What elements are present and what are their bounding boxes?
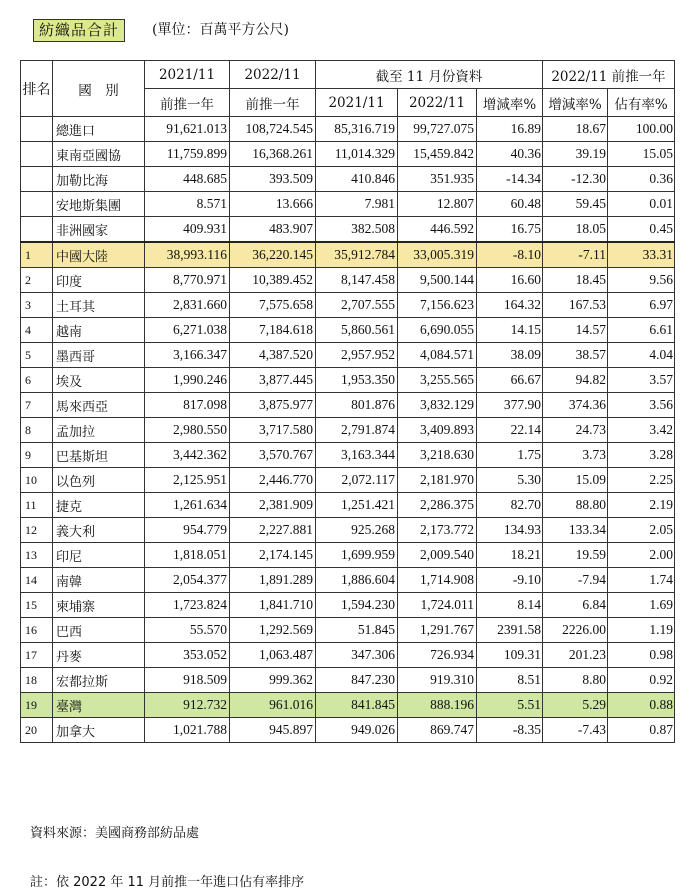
value-2022-cell: 393.509 bbox=[230, 167, 316, 192]
ytd-change-cell: 5.51 bbox=[477, 693, 543, 718]
rank-cell: 20 bbox=[21, 718, 53, 743]
trail-change-cell: 5.29 bbox=[543, 693, 608, 718]
value-2022-cell: 3,875.977 bbox=[230, 393, 316, 418]
ytd-change-cell: 22.14 bbox=[477, 418, 543, 443]
rank-cell: 7 bbox=[21, 393, 53, 418]
value-2021-cell: 353.052 bbox=[145, 643, 230, 668]
table-row bbox=[21, 217, 675, 243]
ytd-2022-cell: 2,009.540 bbox=[398, 543, 477, 568]
ytd-change-cell: 5.30 bbox=[477, 468, 543, 493]
ytd-change-cell: 2391.58 bbox=[477, 618, 543, 643]
ytd-change-cell: 16.60 bbox=[477, 268, 543, 293]
trail-change-cell: 59.45 bbox=[543, 192, 608, 217]
trail-change-cell: 167.53 bbox=[543, 293, 608, 318]
value-2022-cell: 945.897 bbox=[230, 718, 316, 743]
table-row bbox=[21, 192, 675, 217]
ytd-change-cell: -8.35 bbox=[477, 718, 543, 743]
document-title: 紡織品合計 bbox=[33, 19, 125, 42]
country-cell: 加勒比海 bbox=[53, 167, 145, 192]
table-row bbox=[21, 242, 675, 268]
ytd-2021-cell: 1,953.350 bbox=[316, 368, 398, 393]
ytd-2021-cell: 2,707.555 bbox=[316, 293, 398, 318]
ytd-2021-cell: 847.230 bbox=[316, 668, 398, 693]
header-ytd-group: 截至 11 月份資料 bbox=[316, 61, 543, 89]
value-2021-cell: 918.509 bbox=[145, 668, 230, 693]
ytd-2022-cell: 9,500.144 bbox=[398, 268, 477, 293]
ytd-2021-cell: 1,699.959 bbox=[316, 543, 398, 568]
ytd-2021-cell: 85,316.719 bbox=[316, 117, 398, 142]
ytd-2022-cell: 726.934 bbox=[398, 643, 477, 668]
table-row bbox=[21, 167, 675, 192]
ytd-change-cell: 134.93 bbox=[477, 518, 543, 543]
trail-change-cell: 2226.00 bbox=[543, 618, 608, 643]
value-2022-cell: 7,575.658 bbox=[230, 293, 316, 318]
value-2021-cell: 912.732 bbox=[145, 693, 230, 718]
value-2022-cell: 3,570.767 bbox=[230, 443, 316, 468]
table-row bbox=[21, 543, 675, 568]
header-trail-change: 增減率% bbox=[543, 89, 608, 117]
table-row bbox=[21, 718, 675, 743]
share-cell: 100.00 bbox=[608, 117, 675, 142]
trail-change-cell: 18.05 bbox=[543, 217, 608, 243]
share-cell: 1.69 bbox=[608, 593, 675, 618]
value-2022-cell: 7,184.618 bbox=[230, 318, 316, 343]
value-2021-cell: 11,759.899 bbox=[145, 142, 230, 167]
country-cell: 丹麥 bbox=[53, 643, 145, 668]
share-cell: 2.19 bbox=[608, 493, 675, 518]
value-2022-cell: 10,389.452 bbox=[230, 268, 316, 293]
header-trail-share: 佔有率% bbox=[608, 89, 675, 117]
trail-change-cell: 14.57 bbox=[543, 318, 608, 343]
ytd-2022-cell: 2,181.970 bbox=[398, 468, 477, 493]
table-row bbox=[21, 693, 675, 718]
share-cell: 0.36 bbox=[608, 167, 675, 192]
ytd-change-cell: -8.10 bbox=[477, 242, 543, 268]
ytd-2021-cell: 925.268 bbox=[316, 518, 398, 543]
ytd-2021-cell: 347.306 bbox=[316, 643, 398, 668]
share-cell: 0.98 bbox=[608, 643, 675, 668]
table-row bbox=[21, 343, 675, 368]
trail-change-cell: -7.43 bbox=[543, 718, 608, 743]
table-row bbox=[21, 518, 675, 543]
ytd-2021-cell: 3,163.344 bbox=[316, 443, 398, 468]
value-2022-cell: 1,063.487 bbox=[230, 643, 316, 668]
rank-cell: 12 bbox=[21, 518, 53, 543]
value-2021-cell: 1,261.634 bbox=[145, 493, 230, 518]
ytd-2021-cell: 382.508 bbox=[316, 217, 398, 243]
rank-cell bbox=[21, 217, 53, 243]
rank-cell: 13 bbox=[21, 543, 53, 568]
share-cell: 3.42 bbox=[608, 418, 675, 443]
value-2021-cell: 409.931 bbox=[145, 217, 230, 243]
share-cell: 0.45 bbox=[608, 217, 675, 243]
ytd-2021-cell: 35,912.784 bbox=[316, 242, 398, 268]
trail-change-cell: 3.73 bbox=[543, 443, 608, 468]
ytd-2022-cell: 33,005.319 bbox=[398, 242, 477, 268]
ytd-2022-cell: 12.807 bbox=[398, 192, 477, 217]
table-row bbox=[21, 268, 675, 293]
value-2021-cell: 817.098 bbox=[145, 393, 230, 418]
rank-cell bbox=[21, 192, 53, 217]
table-row bbox=[21, 618, 675, 643]
value-2022-cell: 108,724.545 bbox=[230, 117, 316, 142]
value-2022-cell: 16,368.261 bbox=[230, 142, 316, 167]
ytd-2021-cell: 1,251.421 bbox=[316, 493, 398, 518]
ytd-2021-cell: 8,147.458 bbox=[316, 268, 398, 293]
value-2022-cell: 1,841.710 bbox=[230, 593, 316, 618]
ytd-2022-cell: 2,286.375 bbox=[398, 493, 477, 518]
trail-change-cell: 18.45 bbox=[543, 268, 608, 293]
ytd-2022-cell: 1,724.011 bbox=[398, 593, 477, 618]
share-cell: 2.25 bbox=[608, 468, 675, 493]
value-2022-cell: 483.907 bbox=[230, 217, 316, 243]
country-cell: 墨西哥 bbox=[53, 343, 145, 368]
ytd-2021-cell: 2,791.874 bbox=[316, 418, 398, 443]
trail-change-cell: 24.73 bbox=[543, 418, 608, 443]
ytd-2021-cell: 1,886.604 bbox=[316, 568, 398, 593]
table-row bbox=[21, 668, 675, 693]
header-2021: 2021/11 bbox=[145, 61, 230, 89]
value-2022-cell: 2,227.881 bbox=[230, 518, 316, 543]
trail-change-cell: 8.80 bbox=[543, 668, 608, 693]
textile-import-table bbox=[20, 60, 675, 743]
ytd-2022-cell: 4,084.571 bbox=[398, 343, 477, 368]
rank-cell: 9 bbox=[21, 443, 53, 468]
ytd-change-cell: 14.15 bbox=[477, 318, 543, 343]
header-2021-sub: 前推一年 bbox=[145, 89, 230, 117]
country-cell: 中國大陸 bbox=[53, 242, 145, 268]
value-2022-cell: 1,891.289 bbox=[230, 568, 316, 593]
header-rank: 排名 bbox=[21, 61, 53, 117]
country-cell: 馬來西亞 bbox=[53, 393, 145, 418]
country-cell: 巴西 bbox=[53, 618, 145, 643]
rank-cell: 5 bbox=[21, 343, 53, 368]
share-cell: 0.92 bbox=[608, 668, 675, 693]
ytd-change-cell: 18.21 bbox=[477, 543, 543, 568]
trail-change-cell: 18.67 bbox=[543, 117, 608, 142]
value-2022-cell: 1,292.569 bbox=[230, 618, 316, 643]
value-2022-cell: 2,381.909 bbox=[230, 493, 316, 518]
ytd-2022-cell: 919.310 bbox=[398, 668, 477, 693]
value-2021-cell: 2,980.550 bbox=[145, 418, 230, 443]
trail-change-cell: 6.84 bbox=[543, 593, 608, 618]
trail-change-cell: 201.23 bbox=[543, 643, 608, 668]
ytd-change-cell: 109.31 bbox=[477, 643, 543, 668]
ytd-change-cell: 82.70 bbox=[477, 493, 543, 518]
trail-change-cell: -7.11 bbox=[543, 242, 608, 268]
value-2021-cell: 1,990.246 bbox=[145, 368, 230, 393]
country-cell: 東南亞國協 bbox=[53, 142, 145, 167]
header-ytd-2022: 2022/11 bbox=[398, 89, 477, 117]
ytd-2021-cell: 5,860.561 bbox=[316, 318, 398, 343]
trail-change-cell: 133.34 bbox=[543, 518, 608, 543]
trail-change-cell: 38.57 bbox=[543, 343, 608, 368]
share-cell: 9.56 bbox=[608, 268, 675, 293]
share-cell: 2.05 bbox=[608, 518, 675, 543]
share-cell: 6.61 bbox=[608, 318, 675, 343]
share-cell: 3.28 bbox=[608, 443, 675, 468]
trail-change-cell: 374.36 bbox=[543, 393, 608, 418]
share-cell: 15.05 bbox=[608, 142, 675, 167]
trail-change-cell: 15.09 bbox=[543, 468, 608, 493]
country-cell: 印尼 bbox=[53, 543, 145, 568]
share-cell: 0.01 bbox=[608, 192, 675, 217]
trail-change-cell: -12.30 bbox=[543, 167, 608, 192]
country-cell: 越南 bbox=[53, 318, 145, 343]
ytd-2022-cell: 99,727.075 bbox=[398, 117, 477, 142]
ytd-2022-cell: 2,173.772 bbox=[398, 518, 477, 543]
country-cell: 巴基斯坦 bbox=[53, 443, 145, 468]
ytd-2022-cell: 3,409.893 bbox=[398, 418, 477, 443]
value-2021-cell: 6,271.038 bbox=[145, 318, 230, 343]
value-2022-cell: 999.362 bbox=[230, 668, 316, 693]
table-row bbox=[21, 468, 675, 493]
rank-cell: 10 bbox=[21, 468, 53, 493]
table-row bbox=[21, 418, 675, 443]
country-cell: 埃及 bbox=[53, 368, 145, 393]
trail-change-cell: 39.19 bbox=[543, 142, 608, 167]
rank-cell: 14 bbox=[21, 568, 53, 593]
header-2022: 2022/11 bbox=[230, 61, 316, 89]
country-cell: 印度 bbox=[53, 268, 145, 293]
ytd-change-cell: 66.67 bbox=[477, 368, 543, 393]
value-2022-cell: 3,877.445 bbox=[230, 368, 316, 393]
country-cell: 南韓 bbox=[53, 568, 145, 593]
value-2021-cell: 2,831.660 bbox=[145, 293, 230, 318]
ytd-2022-cell: 6,690.055 bbox=[398, 318, 477, 343]
country-cell: 加拿大 bbox=[53, 718, 145, 743]
ytd-2022-cell: 351.935 bbox=[398, 167, 477, 192]
rank-cell: 8 bbox=[21, 418, 53, 443]
value-2021-cell: 2,125.951 bbox=[145, 468, 230, 493]
ytd-2022-cell: 869.747 bbox=[398, 718, 477, 743]
share-cell: 0.87 bbox=[608, 718, 675, 743]
table-row bbox=[21, 318, 675, 343]
value-2022-cell: 13.666 bbox=[230, 192, 316, 217]
country-cell: 宏都拉斯 bbox=[53, 668, 145, 693]
rank-cell: 6 bbox=[21, 368, 53, 393]
ytd-2022-cell: 446.592 bbox=[398, 217, 477, 243]
value-2022-cell: 3,717.580 bbox=[230, 418, 316, 443]
rank-cell: 4 bbox=[21, 318, 53, 343]
table-row bbox=[21, 493, 675, 518]
rank-cell bbox=[21, 167, 53, 192]
trail-change-cell: 19.59 bbox=[543, 543, 608, 568]
rank-cell: 16 bbox=[21, 618, 53, 643]
country-cell: 義大利 bbox=[53, 518, 145, 543]
value-2022-cell: 2,174.145 bbox=[230, 543, 316, 568]
country-cell: 以色列 bbox=[53, 468, 145, 493]
value-2021-cell: 1,818.051 bbox=[145, 543, 230, 568]
ytd-2022-cell: 3,255.565 bbox=[398, 368, 477, 393]
country-cell: 柬埔寨 bbox=[53, 593, 145, 618]
share-cell: 4.04 bbox=[608, 343, 675, 368]
table-row bbox=[21, 393, 675, 418]
value-2022-cell: 961.016 bbox=[230, 693, 316, 718]
unit-label: (單位：百萬平方公尺) bbox=[152, 22, 289, 38]
header-ytd-change: 增減率% bbox=[477, 89, 543, 117]
ytd-2021-cell: 2,957.952 bbox=[316, 343, 398, 368]
country-cell: 土耳其 bbox=[53, 293, 145, 318]
country-cell: 捷克 bbox=[53, 493, 145, 518]
ytd-2021-cell: 7.981 bbox=[316, 192, 398, 217]
country-cell: 總進口 bbox=[53, 117, 145, 142]
table-row bbox=[21, 117, 675, 142]
ytd-2021-cell: 841.845 bbox=[316, 693, 398, 718]
ytd-2022-cell: 7,156.623 bbox=[398, 293, 477, 318]
country-cell: 孟加拉 bbox=[53, 418, 145, 443]
share-cell: 2.00 bbox=[608, 543, 675, 568]
ytd-change-cell: 377.90 bbox=[477, 393, 543, 418]
ytd-change-cell: 16.75 bbox=[477, 217, 543, 243]
rank-cell: 2 bbox=[21, 268, 53, 293]
ytd-change-cell: 8.14 bbox=[477, 593, 543, 618]
source-note: 資料來源：美國商務部紡品處 bbox=[30, 826, 200, 841]
rank-cell: 19 bbox=[21, 693, 53, 718]
value-2021-cell: 3,166.347 bbox=[145, 343, 230, 368]
rank-cell: 15 bbox=[21, 593, 53, 618]
ytd-2022-cell: 888.196 bbox=[398, 693, 477, 718]
ytd-2021-cell: 949.026 bbox=[316, 718, 398, 743]
table-row bbox=[21, 568, 675, 593]
ytd-change-cell: 1.75 bbox=[477, 443, 543, 468]
value-2022-cell: 36,220.145 bbox=[230, 242, 316, 268]
footnote: 註：依 2022 年 11 月前推一年進口佔有率排序 bbox=[30, 875, 305, 890]
rank-cell: 11 bbox=[21, 493, 53, 518]
value-2021-cell: 8.571 bbox=[145, 192, 230, 217]
share-cell: 1.74 bbox=[608, 568, 675, 593]
country-cell: 非洲國家 bbox=[53, 217, 145, 243]
ytd-change-cell: 38.09 bbox=[477, 343, 543, 368]
ytd-change-cell: 60.48 bbox=[477, 192, 543, 217]
ytd-change-cell: -14.34 bbox=[477, 167, 543, 192]
ytd-2021-cell: 1,594.230 bbox=[316, 593, 398, 618]
header-trailing-group: 2022/11 前推一年 bbox=[543, 61, 675, 89]
value-2021-cell: 448.685 bbox=[145, 167, 230, 192]
ytd-2022-cell: 3,218.630 bbox=[398, 443, 477, 468]
trail-change-cell: -7.94 bbox=[543, 568, 608, 593]
rank-cell: 3 bbox=[21, 293, 53, 318]
rank-cell: 18 bbox=[21, 668, 53, 693]
value-2022-cell: 2,446.770 bbox=[230, 468, 316, 493]
table-row bbox=[21, 643, 675, 668]
value-2021-cell: 1,723.824 bbox=[145, 593, 230, 618]
value-2021-cell: 2,054.377 bbox=[145, 568, 230, 593]
table-row bbox=[21, 142, 675, 167]
ytd-2021-cell: 2,072.117 bbox=[316, 468, 398, 493]
country-cell: 臺灣 bbox=[53, 693, 145, 718]
ytd-2022-cell: 15,459.842 bbox=[398, 142, 477, 167]
ytd-2022-cell: 1,714.908 bbox=[398, 568, 477, 593]
table-body bbox=[21, 117, 675, 743]
ytd-change-cell: -9.10 bbox=[477, 568, 543, 593]
ytd-2021-cell: 801.876 bbox=[316, 393, 398, 418]
value-2021-cell: 954.779 bbox=[145, 518, 230, 543]
value-2021-cell: 1,021.788 bbox=[145, 718, 230, 743]
ytd-2022-cell: 1,291.767 bbox=[398, 618, 477, 643]
ytd-change-cell: 40.36 bbox=[477, 142, 543, 167]
header-ytd-2021: 2021/11 bbox=[316, 89, 398, 117]
share-cell: 1.19 bbox=[608, 618, 675, 643]
header-2022-sub: 前推一年 bbox=[230, 89, 316, 117]
rank-cell: 1 bbox=[21, 242, 53, 268]
table-row bbox=[21, 593, 675, 618]
trail-change-cell: 94.82 bbox=[543, 368, 608, 393]
value-2021-cell: 8,770.971 bbox=[145, 268, 230, 293]
ytd-2021-cell: 410.846 bbox=[316, 167, 398, 192]
value-2021-cell: 55.570 bbox=[145, 618, 230, 643]
ytd-2021-cell: 51.845 bbox=[316, 618, 398, 643]
ytd-change-cell: 8.51 bbox=[477, 668, 543, 693]
value-2021-cell: 38,993.116 bbox=[145, 242, 230, 268]
header-country: 國 別 bbox=[53, 61, 145, 117]
share-cell: 3.56 bbox=[608, 393, 675, 418]
value-2022-cell: 4,387.520 bbox=[230, 343, 316, 368]
share-cell: 0.88 bbox=[608, 693, 675, 718]
ytd-2021-cell: 11,014.329 bbox=[316, 142, 398, 167]
table-row bbox=[21, 443, 675, 468]
share-cell: 3.57 bbox=[608, 368, 675, 393]
value-2021-cell: 3,442.362 bbox=[145, 443, 230, 468]
share-cell: 6.97 bbox=[608, 293, 675, 318]
ytd-change-cell: 164.32 bbox=[477, 293, 543, 318]
ytd-change-cell: 16.89 bbox=[477, 117, 543, 142]
rank-cell: 17 bbox=[21, 643, 53, 668]
table-row bbox=[21, 293, 675, 318]
rank-cell bbox=[21, 117, 53, 142]
share-cell: 33.31 bbox=[608, 242, 675, 268]
ytd-2022-cell: 3,832.129 bbox=[398, 393, 477, 418]
table-row bbox=[21, 368, 675, 393]
value-2021-cell: 91,621.013 bbox=[145, 117, 230, 142]
country-cell: 安地斯集團 bbox=[53, 192, 145, 217]
trail-change-cell: 88.80 bbox=[543, 493, 608, 518]
rank-cell bbox=[21, 142, 53, 167]
